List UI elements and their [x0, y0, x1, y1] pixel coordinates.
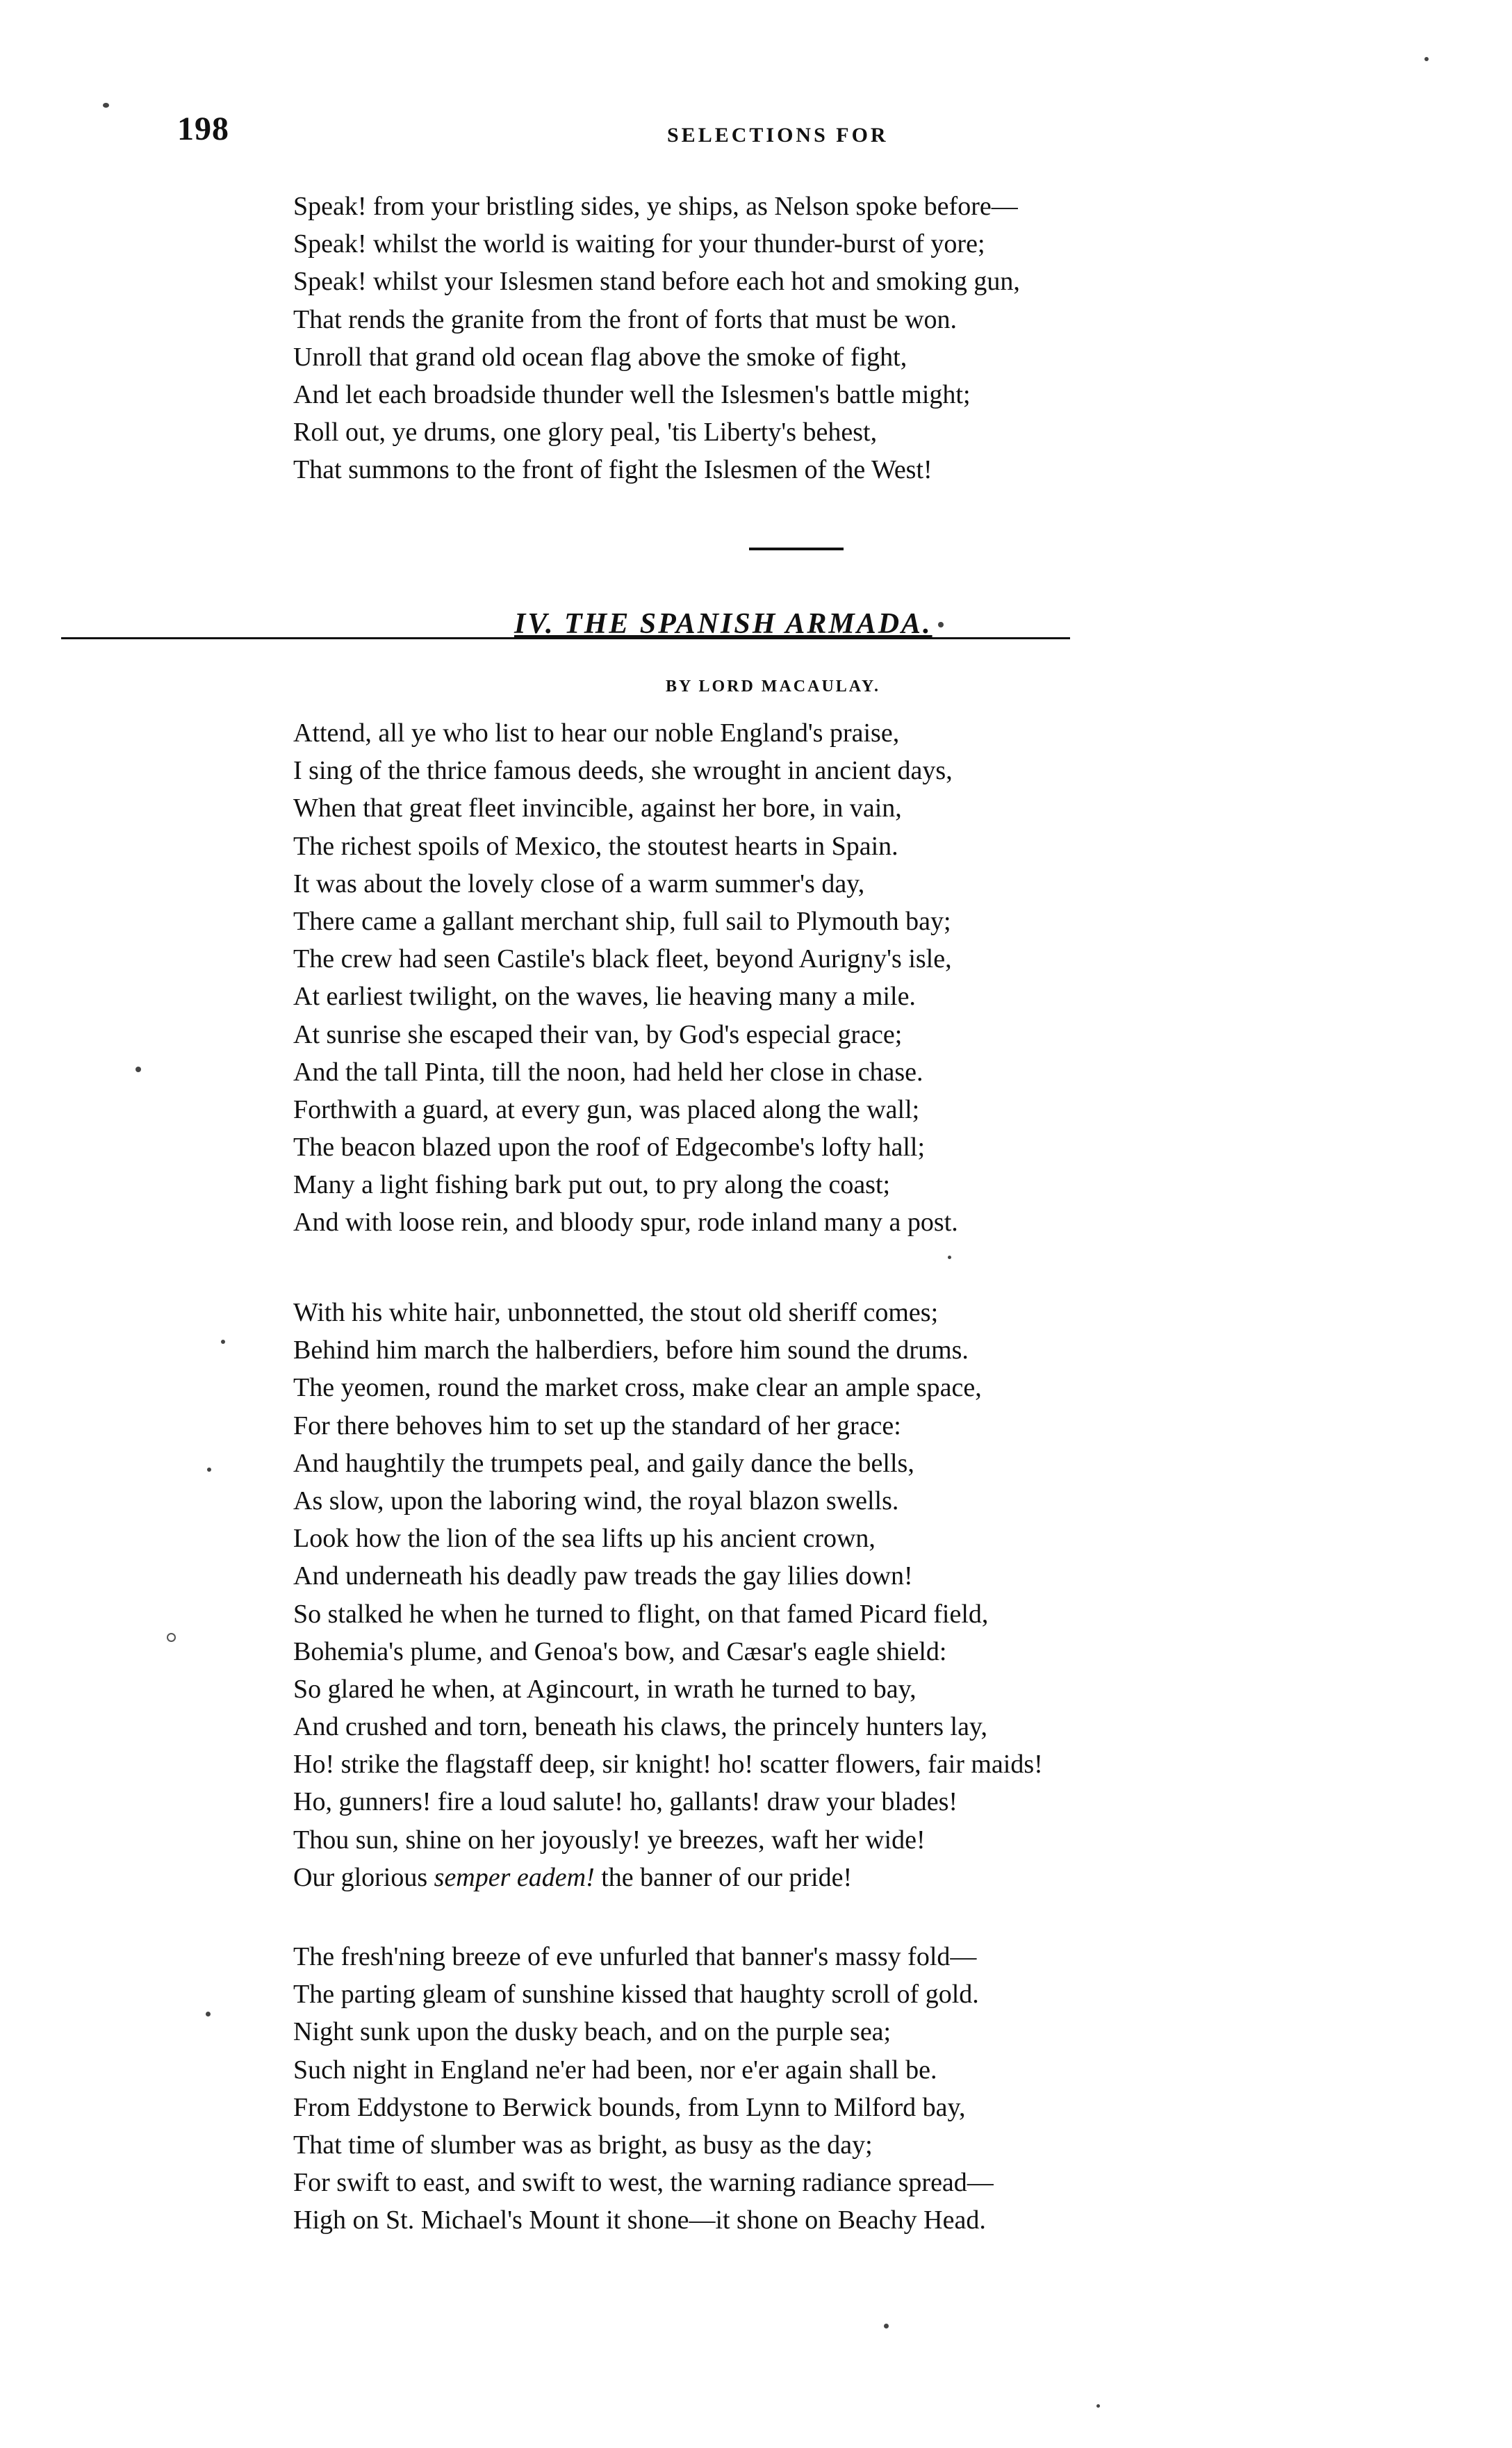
poem-line: And with loose rein, and bloody spur, rode inland many a post.: [293, 1208, 958, 1238]
poem-line: That rends the granite from the front of forts that must be won.: [293, 304, 958, 334]
scan-speck: [103, 103, 109, 108]
scan-speck: [221, 1340, 225, 1344]
scan-speck: [948, 1256, 951, 1259]
section-title: IV. THE SPANISH ARMADA.: [514, 608, 932, 640]
poem-line: That summons to the front of fight the Islesmen of the West!: [293, 455, 932, 485]
poem-line: From Eddystone to Berwick bounds, from Lynn to Milford bay,: [293, 2092, 966, 2122]
scan-speck: [884, 2324, 889, 2328]
poem-line: For there behoves him to set up the standard of her grace:: [293, 1411, 901, 1440]
poem-line: The beacon blazed upon the roof of Edgecombe's lofty hall;: [293, 1133, 926, 1163]
poem-line: And underneath his deadly paw treads the gay lilies down!: [293, 1561, 913, 1591]
scan-speck: [938, 622, 944, 627]
poem-line: Unroll that grand old ocean flag above the smoke of fight,: [293, 342, 907, 372]
poem-line: Many a light fishing bark put out, to pry along the coast;: [293, 1170, 891, 1200]
latin-motto: semper eadem!: [434, 1862, 595, 1892]
scan-speck: [1096, 2404, 1100, 2408]
poem-line: Night sunk upon the dusky beach, and on the purple sea;: [293, 2017, 891, 2047]
scan-speck: [167, 1633, 176, 1642]
poem-line: Speak! whilst your Islesmen stand before each hot and smoking gun,: [293, 267, 1020, 297]
poem-stanza-1: [293, 714, 958, 1242]
poem-line: When that great fleet invincible, against her bore, in vain,: [293, 794, 902, 823]
poem-stanza-2: [293, 1294, 1043, 1896]
poem-line: The parting gleam of sunshine kissed that haughty scroll of gold.: [293, 1980, 979, 2010]
poem-line: And the tall Pinta, till the noon, had held her close in chase.: [293, 1057, 923, 1087]
poem-line: Ho! strike the flagstaff deep, sir knight! ho! scatter flowers, fair maids!: [293, 1750, 1043, 1780]
author-byline: BY LORD MACAULAY.: [666, 677, 881, 696]
previous-poem-stanza: [293, 188, 1020, 489]
scan-speck: [207, 1468, 211, 1472]
poem-line: The crew had seen Castile's black fleet, beyond Aurigny's isle,: [293, 944, 952, 974]
poem-line: Look how the lion of the sea lifts up his ancient crown,: [293, 1524, 876, 1554]
scan-speck: [206, 2012, 211, 2016]
poem-line: [293, 1859, 1043, 1896]
poem-line: The yeomen, round the market cross, make clear an ample space,: [293, 1373, 982, 1403]
poem-line: Such night in England ne'er had been, nor e'er again shall be.: [293, 2055, 937, 2085]
running-head: SELECTIONS FOR: [667, 124, 889, 147]
poem-line: As slow, upon the laboring wind, the royal blazon swells.: [293, 1486, 899, 1515]
poem-line: At sunrise she escaped their van, by God's especial grace;: [293, 1019, 903, 1049]
poem-line: At earliest twilight, on the waves, lie heaving many a mile.: [293, 982, 916, 1012]
poem-line: Speak! whilst the world is waiting for your thunder-burst of yore;: [293, 229, 985, 259]
poem-line: Speak! from your bristling sides, ye ships, as Nelson spoke before—: [293, 192, 1018, 221]
poem-line: So stalked he when he turned to flight, on that famed Picard field,: [293, 1599, 989, 1629]
poem-line: So glared he when, at Agincourt, in wrath he turned to bay,: [293, 1674, 917, 1704]
poem-line: Ho, gunners! fire a loud salute! ho, gallants! draw your blades!: [293, 1787, 958, 1817]
poem-line: And haughtily the trumpets peal, and gaily dance the bells,: [293, 1448, 914, 1478]
scan-speck: [135, 1067, 141, 1072]
poem-line: That time of slumber was as bright, as busy as the day;: [293, 2130, 873, 2160]
section-divider-rule: [749, 548, 844, 550]
poem-line: Thou sun, shine on her joyously! ye breezes, waft her wide!: [293, 1825, 926, 1855]
poem-stanza-3: [293, 1938, 994, 2240]
poem-line: For swift to east, and swift to west, the warning radiance spread—: [293, 2168, 994, 2198]
poem-line: The richest spoils of Mexico, the stoutest hearts in Spain.: [293, 831, 898, 861]
scan-speck: [1424, 57, 1429, 61]
poem-line: High on St. Michael's Mount it shone—it shone on Beachy Head.: [293, 2205, 986, 2235]
poem-line-text: Our glorious: [293, 1862, 434, 1892]
poem-line: Bohemia's plume, and Genoa's bow, and Cæsar's eagle shield:: [293, 1636, 947, 1666]
poem-line: And let each broadside thunder well the Islesmen's battle might;: [293, 379, 971, 409]
poem-line: And crushed and torn, beneath his claws, the princely hunters lay,: [293, 1712, 987, 1742]
poem-line: Attend, all ye who list to hear our noble England's praise,: [293, 718, 900, 748]
poem-line: With his white hair, unbonnetted, the stout old sheriff comes;: [293, 1298, 939, 1327]
poem-line: Roll out, ye drums, one glory peal, 'tis Liberty's behest,: [293, 418, 878, 447]
poem-line: Behind him march the halberdiers, before him sound the drums.: [293, 1336, 969, 1365]
poem-line: There came a gallant merchant ship, full sail to Plymouth bay;: [293, 906, 951, 936]
poem-line: It was about the lovely close of a warm summer's day,: [293, 869, 865, 898]
poem-line: The fresh'ning breeze of eve unfurled that banner's massy fold—: [293, 1942, 977, 1971]
page-number: 198: [177, 110, 229, 147]
poem-line-text: the banner of our pride!: [594, 1862, 853, 1892]
poem-line: Forthwith a guard, at every gun, was placed along the wall;: [293, 1094, 920, 1124]
poem-line: I sing of the thrice famous deeds, she wrought in ancient days,: [293, 756, 953, 786]
